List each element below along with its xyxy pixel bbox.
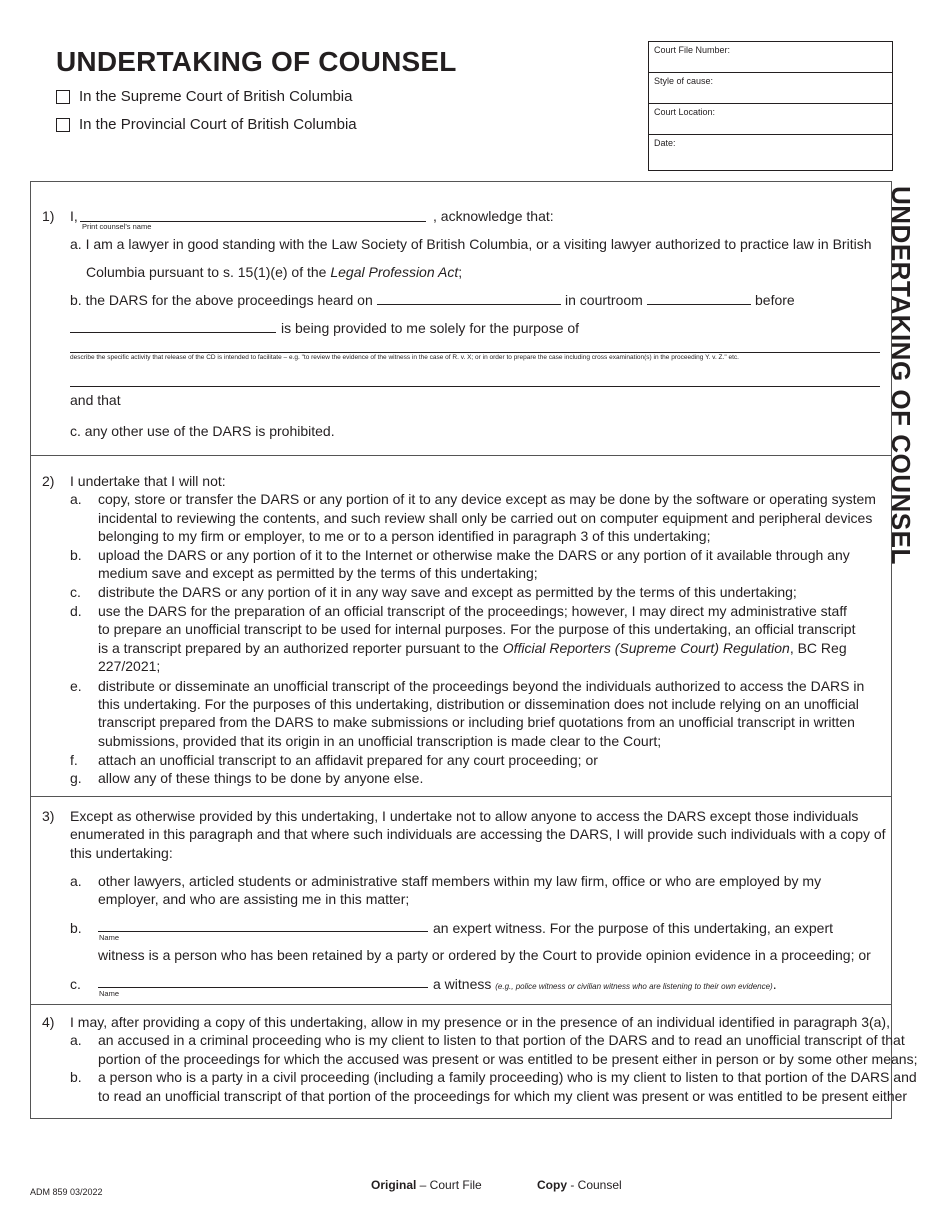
style-of-cause-label: Style of cause: <box>654 76 714 86</box>
side-title: UNDERTAKING OF COUNSEL <box>886 186 916 565</box>
separator-1 <box>30 455 892 456</box>
p2-number: 2) <box>42 473 55 489</box>
purpose-input-line1[interactable] <box>70 352 880 353</box>
expert-name-caption: Name <box>99 933 120 942</box>
form-id: ADM 859 03/2022 <box>30 1187 103 1197</box>
p3-c-example: (e.g., police witness or civilian witness who are listening to their own evidence) <box>495 982 773 991</box>
p4-letter-a: a. <box>70 1032 82 1048</box>
p1-acknowledge: , acknowledge that: <box>433 208 554 224</box>
p2-e-line1: distribute or disseminate an unofficial transcript of the proceedings beyond the individuals authorized to access the DARS in <box>98 678 865 694</box>
p1-b-courtroom: in courtroom <box>565 292 643 308</box>
p2-intro: I undertake that I will not: <box>70 473 226 489</box>
expert-name-input[interactable] <box>98 931 428 932</box>
p3-c-witness: a witness <box>433 976 492 992</box>
footer-copy-label: Copy <box>537 1178 567 1192</box>
p2-letter-g: g. <box>70 770 82 786</box>
separator-2 <box>30 796 892 797</box>
p2-e-line4: submissions, provided that its origin in an unofficial transcription is made clear to the Court; <box>98 733 662 749</box>
p2-a-line2: incidental to reviewing the contents, and such review shall only be carried out on computer equipment and peripheral devices <box>98 510 873 526</box>
separator-3 <box>30 1004 892 1005</box>
court-info-box <box>648 41 893 171</box>
p1-c: c. any other use of the DARS is prohibited. <box>70 423 335 439</box>
p1-intro: I, <box>70 208 78 224</box>
p2-e-line2: this undertaking. For the purposes of this undertaking, distribution or dissemination does not include relying on an unofficial <box>98 696 859 712</box>
p1-b-pre: b. the DARS for the above proceedings heard on <box>70 292 373 308</box>
p2-a-line1: copy, store or transfer the DARS or any portion of it to any device except as may be done by the software or operating system <box>98 491 876 507</box>
p4-number: 4) <box>42 1014 55 1030</box>
provincial-court-label: In the Provincial Court of British Columbia <box>79 116 357 133</box>
official-reporters-regulation: Official Reporters (Supreme Court) Regulation <box>502 640 790 656</box>
court-option-provincial[interactable] <box>56 116 357 133</box>
p2-e-line3: transcript prepared from the DARS to make submissions or including brief quotations from an unofficial transcript in written <box>98 714 855 730</box>
footer-original-dest: – Court File <box>416 1178 482 1192</box>
footer-original-label: Original <box>371 1178 417 1192</box>
p4-b-line2: to read an unofficial transcript of that portion of the proceedings for which my client was present or was entitled to be present either <box>98 1088 908 1104</box>
p4-b-line1: a person who is a party in a civil proceeding (including a family proceeding) who is my client to listen to that portion of the DARS and <box>98 1069 917 1085</box>
witness-name-input[interactable] <box>98 987 428 988</box>
p2-f-line1: attach an unofficial transcript to an affidavit prepared for any court proceeding; or <box>98 752 598 768</box>
p4-intro: I may, after providing a copy of this undertaking, allow in my presence or in the presence of an individual identified in paragraph 3(a), <box>70 1014 890 1030</box>
courtroom-input[interactable] <box>647 304 751 305</box>
p3-b-expert: an expert witness. For the purpose of this undertaking, an expert <box>433 920 834 936</box>
purpose-input-line2[interactable] <box>70 386 880 387</box>
p1-b-before: before <box>755 292 795 308</box>
p3-a-line2: employer, and who are assisting me in this matter; <box>98 891 410 907</box>
p2-letter-a: a. <box>70 491 82 507</box>
p2-c-line1: distribute the DARS or any portion of it in any way save and except as permitted by the terms of this undertaking; <box>98 584 797 600</box>
p3-letter-b: b. <box>70 920 82 936</box>
p3-letter-a: a. <box>70 873 82 889</box>
footer-original <box>371 1178 482 1192</box>
p2-letter-c: c. <box>70 584 81 600</box>
footer-copy <box>537 1178 622 1192</box>
p4-a-line1: an accused in a criminal proceeding who is my client to listen to that portion of the DARS and to read an unofficial transcript of that <box>98 1032 905 1048</box>
counsel-name-caption: Print counsel's name <box>82 222 152 231</box>
p3-number: 3) <box>42 808 55 824</box>
p2-letter-d: d. <box>70 603 82 619</box>
p1-and-that: and that <box>70 392 121 408</box>
style-of-cause-field[interactable] <box>649 73 892 104</box>
footer-copy-dest: - Counsel <box>567 1178 622 1192</box>
purpose-caption: describe the specific activity that release of the CD is intended to facilitate – e.g. "to review the evidence of the witness in the case of R. v. X; or in order to prepare the case including cross examination(s) in the proceeding Y. v. Z." etc. <box>70 354 739 361</box>
p1-a-line2-pre: Columbia pursuant to s. 15(1)(e) of the <box>86 264 331 280</box>
p2-letter-b: b. <box>70 547 82 563</box>
p3-intro-line2: enumerated in this paragraph and that where such individuals are accessing the DARS, I will provide such individuals with a copy of <box>70 826 886 842</box>
p2-d-line2: to prepare an unofficial transcript to be used for internal purposes. For the purpose of this undertaking, an official transcript <box>98 621 856 637</box>
p3-b-line2: witness is a person who has been retained by a party or ordered by the Court to provide opinion evidence in a proceeding; or <box>98 947 871 963</box>
p3-c-period: . <box>772 976 777 992</box>
provincial-court-checkbox[interactable] <box>56 118 70 132</box>
p1-number: 1) <box>42 208 55 224</box>
date-label: Date: <box>654 138 676 148</box>
p2-d-line3 <box>98 639 847 657</box>
form-title: UNDERTAKING OF COUNSEL <box>56 46 457 77</box>
p4-letter-b: b. <box>70 1069 82 1085</box>
legal-profession-act: Legal Profession Act <box>330 264 459 280</box>
judge-name-input[interactable] <box>70 332 276 333</box>
p2-g-line1: allow any of these things to be done by anyone else. <box>98 770 424 786</box>
p2-b-line1: upload the DARS or any portion of it to the Internet or otherwise make the DARS or any portion of it available through any <box>98 547 850 563</box>
p2-b-line2: medium save and except as permitted by the terms of this undertaking; <box>98 565 538 581</box>
p3-intro-line3: this undertaking: <box>70 845 173 861</box>
p3-letter-c: c. <box>70 976 81 992</box>
p2-d-line1: use the DARS for the preparation of an official transcript of the proceedings; however, I may direct my administrative staff <box>98 603 847 619</box>
p1-a-line2-post: ; <box>458 264 463 280</box>
p2-d-line3-post: , BC Reg <box>789 640 847 656</box>
p1-a-line1: a. I am a lawyer in good standing with the Law Society of British Columbia, or a visiting lawyer authorized to practice law in British <box>70 236 872 252</box>
p1-a-line2 <box>86 263 462 281</box>
p2-d-line4: 227/2021; <box>98 658 161 674</box>
p2-d-line3-pre: is a transcript prepared by an authorized reporter pursuant to the <box>98 640 503 656</box>
court-option-supreme[interactable] <box>56 88 352 105</box>
court-location-field[interactable] <box>649 104 892 135</box>
court-file-number-label: Court File Number: <box>654 45 731 55</box>
witness-name-caption: Name <box>99 989 120 998</box>
p3-c-witness-line <box>433 975 777 996</box>
p3-intro-line1: Except as otherwise provided by this undertaking, I undertake not to allow anyone to access the DARS except those individuals <box>70 808 859 824</box>
p3-a-line1: other lawyers, articled students or administrative staff members within my law firm, office or who are employed by my <box>98 873 822 889</box>
date-field[interactable] <box>649 135 892 167</box>
supreme-court-label: In the Supreme Court of British Columbia <box>79 88 353 105</box>
p2-letter-e: e. <box>70 678 82 694</box>
p1-b-provided: is being provided to me solely for the purpose of <box>281 320 580 336</box>
p4-a-line2: portion of the proceedings for which the accused was present or was entitled to be present either in person or by some other means; <box>98 1051 918 1067</box>
p2-letter-f: f. <box>70 752 78 768</box>
supreme-court-checkbox[interactable] <box>56 90 70 104</box>
court-file-number-field[interactable] <box>649 42 892 73</box>
hearing-date-input[interactable] <box>377 304 561 305</box>
court-location-label: Court Location: <box>654 107 716 117</box>
p2-a-line3: belonging to my firm or employer, to me or to a person identified in paragraph 3 of this undertaking; <box>98 528 711 544</box>
